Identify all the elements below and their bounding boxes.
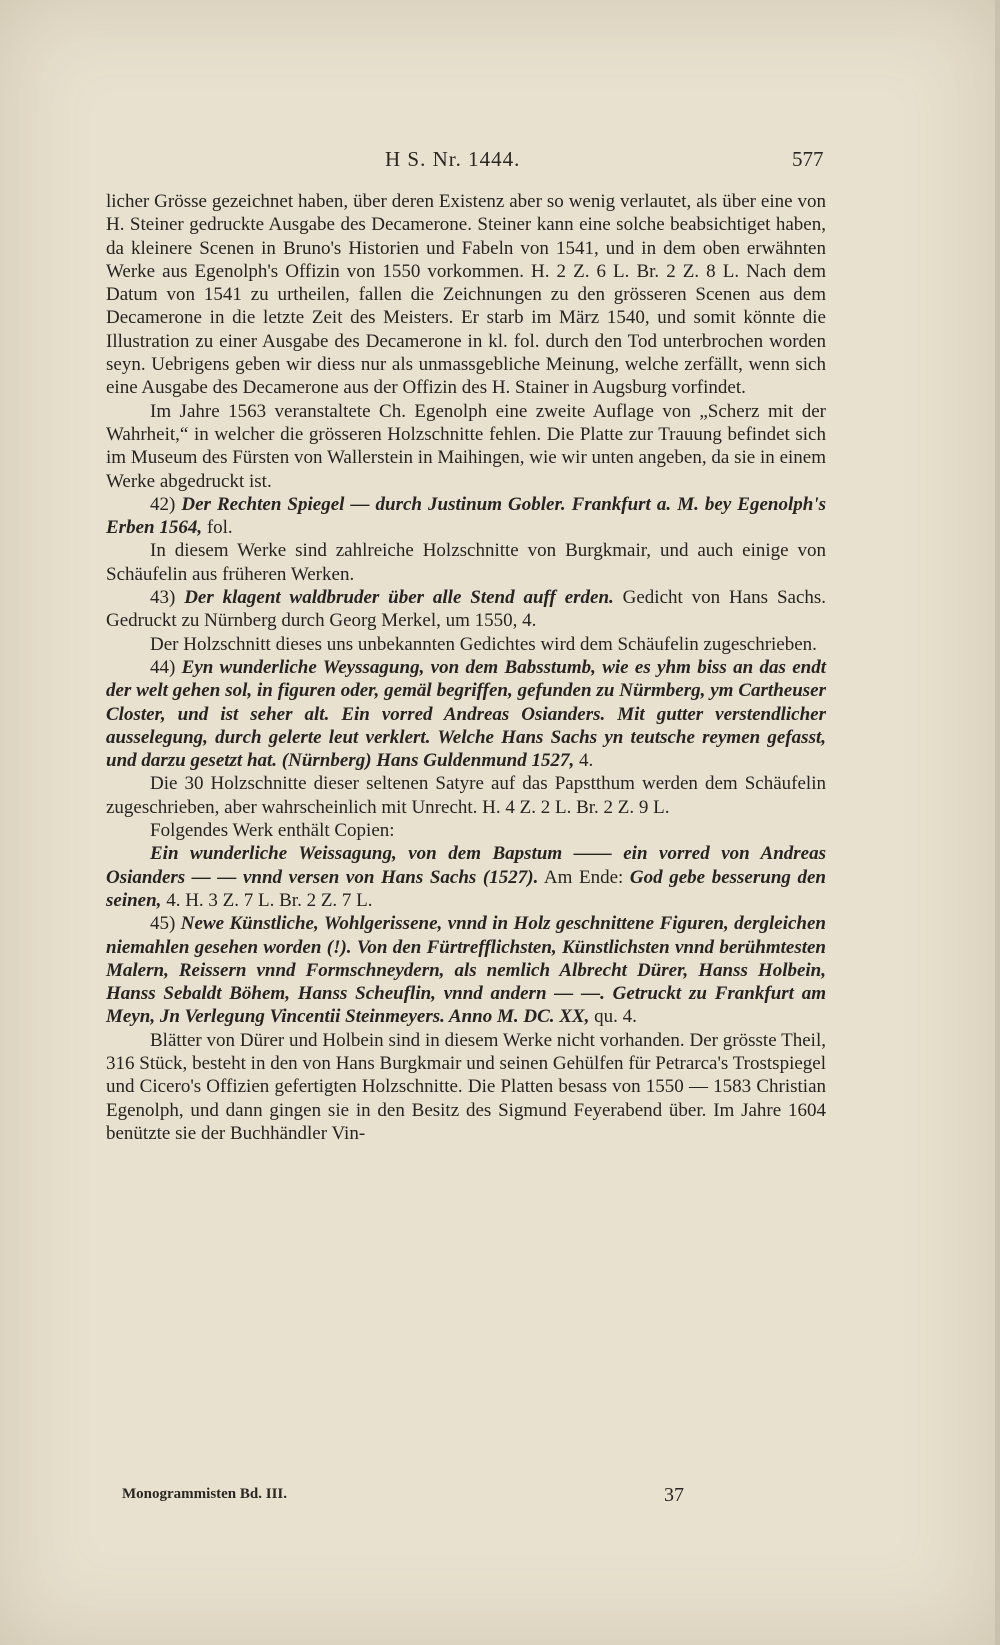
body-text — [106, 190, 826, 1145]
entry-42-note: In diesem Werke sind zahlreiche Holzschnitte von Burgkmair, und auch einige von Schäufelin aus früheren Werken. — [106, 540, 826, 585]
entry-42-title: Der Rechten Spiegel — durch Justinum Gobler. Frankfurt a. M. bey Egenolph's Erben 1564, — [106, 493, 827, 539]
copies-title: Ein wunderliche Weissagung, von dem Bapstum —— ein vorred von Andreas Osianders — — vnnd versen von Hans Sachs (1527). — [106, 843, 826, 888]
entry-42 — [106, 493, 826, 540]
entry-43-number: 43) — [150, 587, 176, 609]
paragraph-second-edition: Im Jahre 1563 veranstaltete Ch. Egenolph eine zweite Auflage von „Scherz mit der Wahrheit,“ in welcher die grösseren Holzschnitte fehlen. Die Platte zur Trauung befindet sich im Museum des Fürsten von Wallerstein in Maihingen, wie wir unten angeben, da sie in einem Werke abgedruckt ist. — [106, 400, 826, 492]
entry-45 — [106, 912, 826, 1028]
entry-43 — [106, 586, 826, 633]
entry-45-note: Blätter von Dürer und Holbein sind in diesem Werke nicht vorhanden. Der grösste Theil, 316 Stück, besteht in den von Hans Burgkmair und seinen Gehülfen für Petrarca's Trostspiegel und Cicero's Offizien gefertigten Holzschnitte. Die Platten besass von 1550 — 1583 Christian Egenolph, und dann gingen sie in den Besitz des Sigmund Feyerabend über. Im Jahre 1604 benützte sie der Buchhändler Vin- — [106, 1029, 826, 1144]
entry-43-imprint: Gedicht von Hans Sachs. Gedruckt zu Nürnberg durch Georg Merkel, um 1550, 4. — [106, 587, 827, 632]
copies-intro: Folgendes Werk enthält Copien: — [150, 820, 395, 842]
page-number: 577 — [792, 147, 824, 171]
entry-42-number: 42) — [150, 493, 176, 515]
running-header — [0, 147, 995, 175]
page-edge — [995, 0, 1000, 1645]
entry-45-title: Newe Künstliche, Wohlgerissene, vnnd in Holz geschnittene Figuren, dergleichen niemahlen gesehen worden (!). Von den Fürtrefflichsten, Künstlichsten vnnd berühmtesten Malern, Reissern vnnd Formschneydern, als nemlich Albrecht Dürer, Hanss Holbein, Hanss Sebaldt Böhem, Hanss Scheuflin, vnnd andern — —. Getruckt zu Frankfurt am Meyn, Jn Verlegung Vincentii Steinmeyers. Anno M. DC. XX, — [106, 913, 827, 1028]
entry-45-format: qu. 4. — [594, 1006, 637, 1028]
page-footer — [0, 1484, 995, 1510]
copies-colophon-label: Am Ende: — [543, 866, 624, 888]
entry-44-title: Eyn wunderliche Weyssagung, von dem Babsstumb, wie es yhm biss an das endt der welt gehen sol, in figuren oder, gemäl begriffen, gefunden zu Nürmberg, ym Cartheuser Closter, und ist seher alt. Ein vorred Andreas Osianders. Mit gutter verstendlicher ausselegung, durch gelerte leut verklert. Welche Hans Sachs yn teutsche reymen gefasst, und darzu gesetzt hat. (Nürnberg) Hans Guldenmund 1527, — [106, 656, 827, 772]
entry-44 — [106, 656, 826, 772]
entry-44-note: Die 30 Holzschnitte dieser seltenen Satyre auf das Papstthum werden dem Schäufelin zugeschrieben, aber wahrscheinlich mit Unrecht. H. 4 Z. 2 L. Br. 2 Z. 9 L. — [106, 773, 826, 818]
header-title: H S. Nr. 1444. — [385, 147, 521, 171]
entry-43-title: Der klagent waldbruder über alle Stend auff erden. — [184, 587, 614, 609]
sheet-number: 37 — [664, 1484, 684, 1506]
entry-44-number: 44) — [150, 656, 176, 678]
copies-entry — [106, 842, 826, 912]
entry-43-note: Der Holzschnitt dieses uns unbekannten Gedichtes wird dem Schäufelin zugeschrieben. — [150, 633, 817, 655]
entry-45-number: 45) — [150, 913, 176, 935]
copies-dimensions: 4. H. 3 Z. 7 L. Br. 2 Z. 7 L. — [166, 889, 373, 911]
signature-line: Monogrammisten Bd. III. — [122, 1486, 288, 1502]
paragraph-continuation: licher Grösse gezeichnet haben, über deren Existenz aber so wenig verlautet, als über eine von H. Steiner gedruckte Ausgabe des Decamerone. Steiner kann eine solche beabsichtiget haben, da kleinere Scenen in Bruno's Historien und Fabeln von 1541, und in dem oben erwähnten Werke aus Egenolph's Offizin von 1550 vorkommen. H. 2 Z. 6 L. Br. 2 Z. 8 L. Nach dem Datum von 1541 zu urtheilen, fallen die Zeichnungen zu den grösseren Scenen aus dem Decamerone in die letzte Zeit des Meisters. Er starb im März 1540, und somit könnte die Illustration zu einer Ausgabe des Decamerone in kl. fol. durch den Tod unterbrochen worden seyn. Uebrigens geben wir diess nur als unmassgebliche Meinung, welche zerfällt, wenn sich eine Ausgabe des Decamerone aus der Offizin des H. Stainer in Augsburg vorfindet. — [106, 191, 826, 399]
entry-44-format: 4. — [579, 750, 594, 772]
entry-42-format: fol. — [206, 517, 233, 539]
copies-colophon: God gebe besserung den seinen, — [106, 866, 826, 911]
